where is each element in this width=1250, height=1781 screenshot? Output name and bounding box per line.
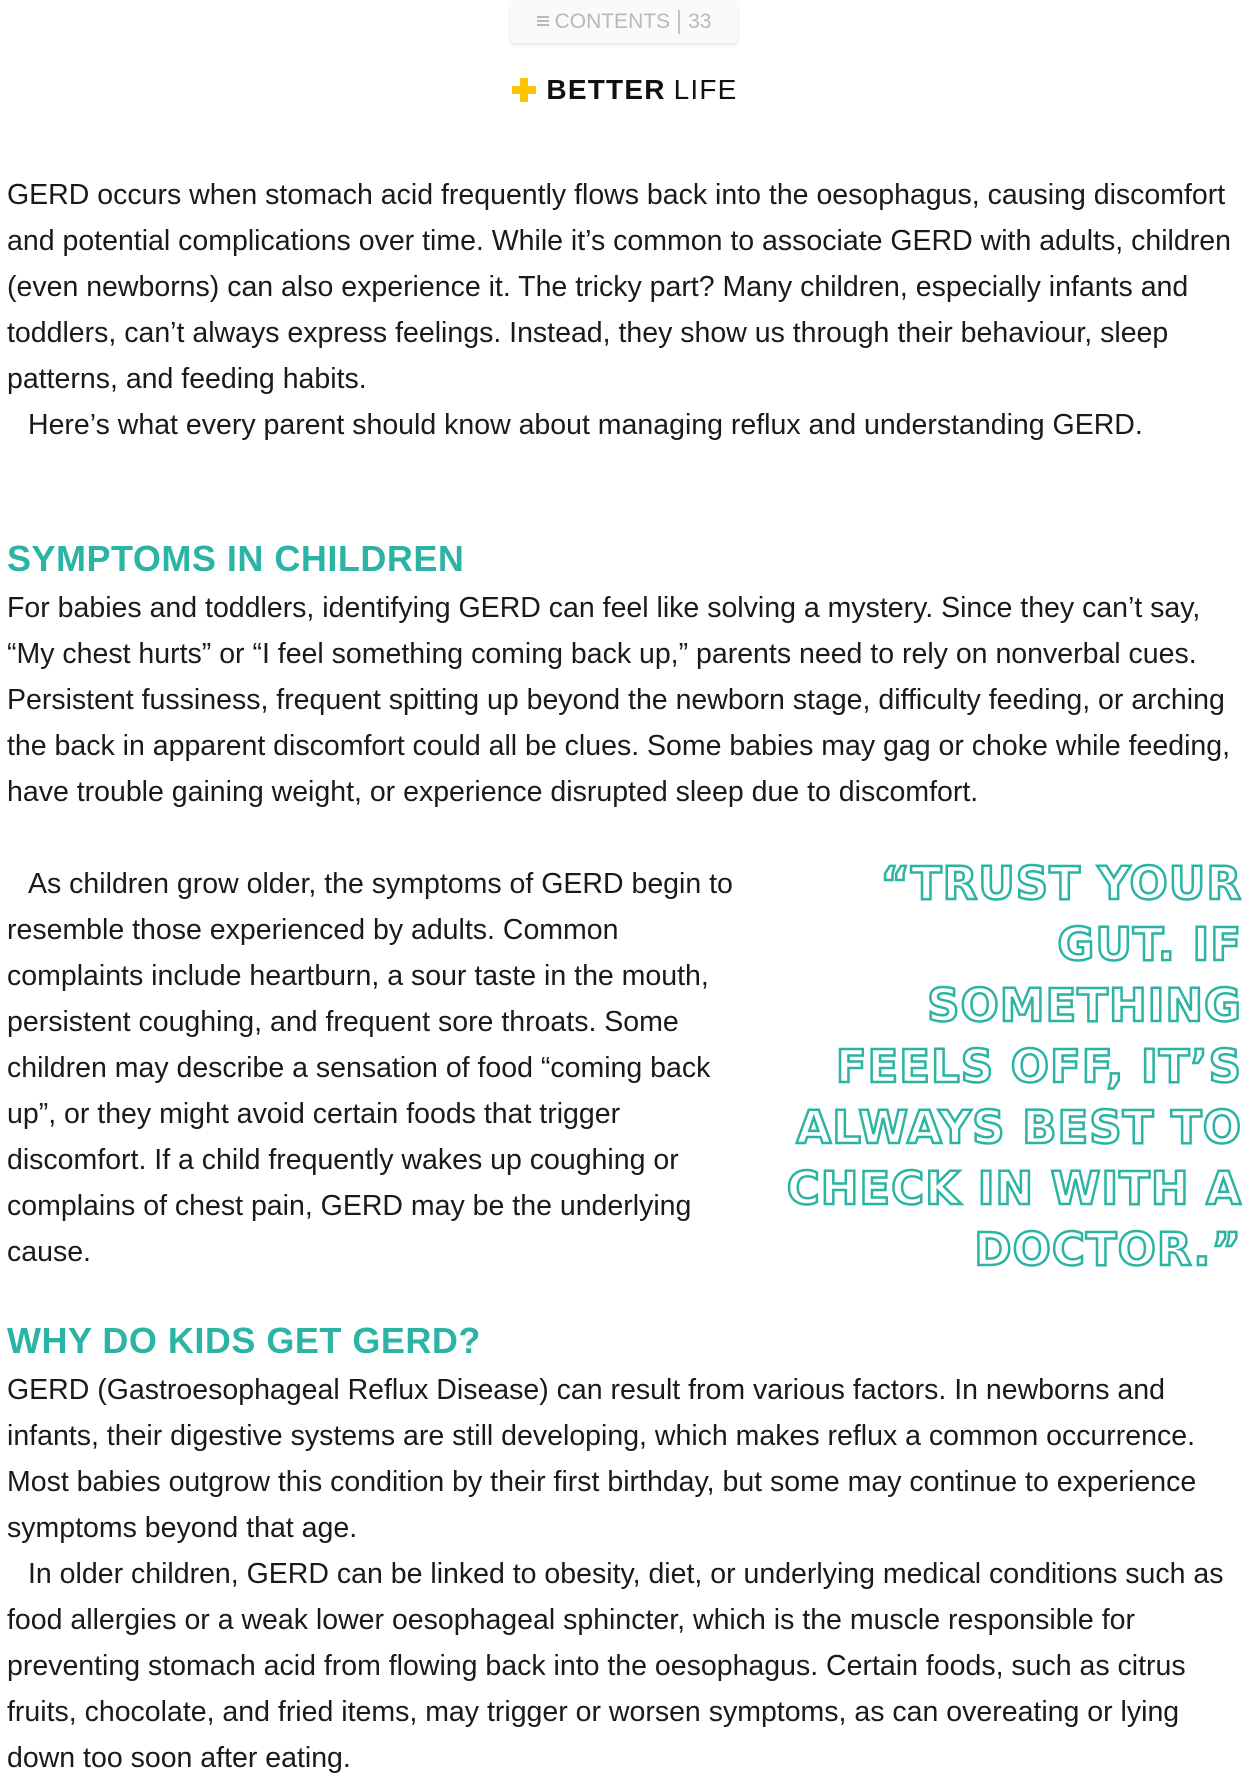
why-paragraph-2: In older children, GERD can be linked to obesity, diet, or underlying medical conditions such as food allergies or a weak lower oesophageal sphincter, which is the muscle responsible for preventing stomach acid from flowing back into the oesophagus. Certain foods, such as citrus fruits, chocolate, and fried items, may trigger or worsen symptoms, as can overeating or lying down too soon after eating. (7, 1558, 1224, 1774)
contents-nav-tab[interactable] (510, 0, 738, 43)
pull-quote: “TRUST YOUR GUT. IF SOMETHING FEELS OFF, IT’S ALWAYS BEST TO CHECK IN WITH A DOCTOR.” (786, 857, 1242, 1276)
section-heading-why: WHY DO KIDS GET GERD? (7, 1320, 481, 1361)
intro-paragraph-1: GERD occurs when stomach acid frequently flows back into the oesophagus, causing discomfort and potential complications over time. While it’s common to associate GERD with adults, children (even newborns) can also experience it. The tricky part? Many children, especially infants and toddlers, can’t always express feelings. Instead, they show us through their behaviour, sleep patterns, and feeding habits. (7, 179, 1231, 395)
plus-icon (512, 78, 536, 102)
contents-label: CONTENTS (554, 9, 671, 33)
masthead-bold: BETTER (546, 74, 666, 105)
page-number: 33 (688, 9, 712, 33)
intro-paragraph-2: Here’s what every parent should know about managing reflux and understanding GERD. (28, 409, 1143, 441)
symptoms-paragraph-1: For babies and toddlers, identifying GERD can feel like solving a mystery. Since they can’t say, “My chest hurts” or “I feel something coming back up,” parents need to rely on nonverbal cues. Persistent fussiness, frequent spitting up beyond the newborn stage, difficulty feeding, or arching the back in apparent discomfort could all be clues. Some babies may gag or choke while feeding, have trouble gaining weight, or experience disrupted sleep due to discomfort. (7, 592, 1231, 808)
section-heading-symptoms: SYMPTOMS IN CHILDREN (7, 538, 465, 579)
symptoms-paragraph-2: As children grow older, the symptoms of GERD begin to resemble those experienced by adults. Common complaints include heartburn, a sour taste in the mouth, persistent coughing, and frequent sore throats. Some children may describe a sensation of food “coming back up”, or they might avoid certain foods that trigger discomfort. If a child frequently wakes up coughing or complains of chest pain, GERD may be the underlying cause. (7, 868, 733, 1268)
menu-icon (537, 16, 549, 26)
masthead (0, 74, 1250, 106)
masthead-light: LIFE (673, 74, 738, 105)
why-paragraph-1: GERD (Gastroesophageal Reflux Disease) can result from various factors. In newborns and infants, their digestive systems are still developing, which makes reflux a common occurrence. Most babies outgrow this condition by their first birthday, but some may continue to experience symptoms beyond that age. (7, 1374, 1197, 1544)
nav-separator (678, 10, 680, 34)
